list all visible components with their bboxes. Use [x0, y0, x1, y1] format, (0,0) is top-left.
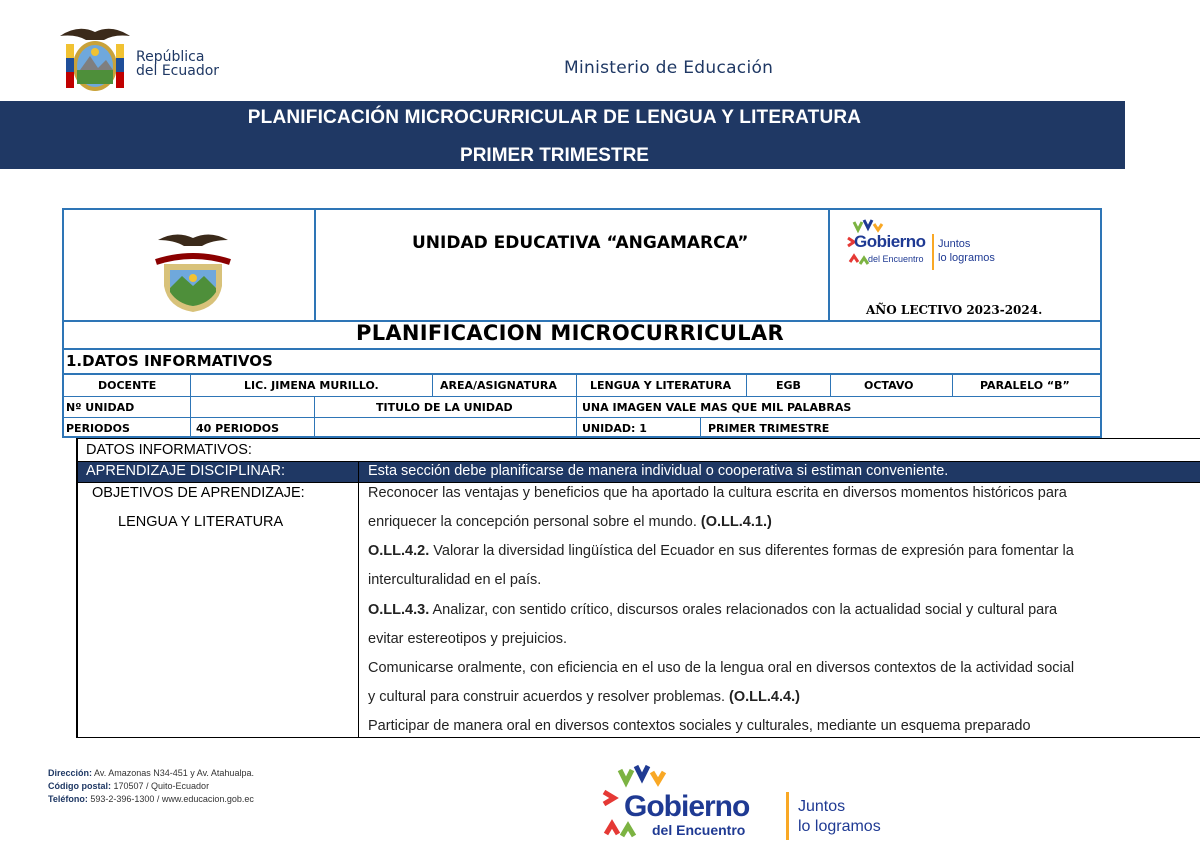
trimestre-value: PRIMER TRIMESTRE: [708, 422, 830, 435]
datos-informativos-label: DATOS INFORMATIVOS:: [86, 442, 252, 458]
aprendizaje-label: APRENDIZAJE DISCIPLINAR:: [86, 463, 286, 479]
titulo-value: UNA IMAGEN VALE MAS QUE MIL PALABRAS: [582, 401, 852, 414]
docente-label: DOCENTE: [98, 379, 157, 392]
republica-line2: del Ecuador: [136, 63, 220, 79]
objective-line: O.LL.4.3. Analizar, con sentido crítico, discursos orales relacionados con la actualidad social y cultural para: [368, 602, 1058, 618]
banner-title-line2: PRIMER TRIMESTRE: [460, 145, 649, 166]
unidad-num-label: Nº UNIDAD: [66, 401, 135, 414]
plan-title: PLANIFICACION MICROCURRICULAR: [356, 321, 784, 345]
objective-line: interculturalidad en el país.: [368, 572, 542, 588]
gov-footer-slogan1: Juntos: [798, 798, 846, 815]
ministerio-title: Ministerio de Educación: [564, 58, 774, 78]
republica-logo-text: [136, 50, 219, 78]
titulo-label: TITULO DE LA UNIDAD: [376, 401, 513, 414]
banner-title-line1: PLANIFICACIÓN MICROCURRICULAR DE LENGUA Y LITERATURA: [247, 107, 862, 128]
gov-footer-word2: del Encuentro: [652, 822, 746, 838]
footer-address: Dirección: Av. Amazonas N34-451 y Av. Atahualpa. Código postal: 170507 / Quito-Ecuador Teléfono: 593-2-396-1300 / www.educacion.gob.ec: [48, 768, 254, 804]
area-value: LENGUA Y LITERATURA: [590, 379, 732, 392]
gov-logo-footer: [600, 764, 920, 842]
gov-word2: del Encuentro: [868, 254, 924, 264]
school-crest-icon: [148, 226, 238, 314]
section-datos-informativos: 1.DATOS INFORMATIVOS: [66, 352, 273, 370]
docente-value: LIC. JIMENA MURILLO.: [244, 379, 379, 392]
gov-slogan1: Juntos: [938, 238, 971, 250]
objective-line: Reconocer las ventajas y beneficios que ha aportado la cultura escrita en diversos momentos históricos para: [368, 485, 1067, 501]
objective-line: y cultural para construir acuerdos y resolver problemas. (O.LL.4.4.): [368, 689, 800, 705]
republica-line1: República: [136, 49, 205, 65]
school-name: UNIDAD EDUCATIVA “ANGAMARCA”: [412, 233, 749, 253]
unidad-label: UNIDAD: 1: [582, 422, 647, 435]
aprendizaje-text: Esta sección debe planificarse de manera individual o cooperativa si estiman conveniente.: [368, 463, 949, 479]
gov-footer-word1: Gobierno: [624, 790, 750, 823]
egb-label: EGB: [776, 379, 801, 392]
objective-line: Participar de manera oral en diversos contextos sociales y culturales, mediante un esquema preparado: [368, 718, 1031, 734]
title-banner: [0, 101, 1125, 169]
gov-word1: Gobierno: [854, 232, 926, 251]
paralelo-value: PARALELO “B”: [980, 379, 1070, 392]
objective-line: O.LL.4.2. Valorar la diversidad lingüística del Ecuador en sus diferentes formas de expresión para fomentar la: [368, 543, 1074, 559]
ecuador-coat-of-arms-icon: [58, 22, 132, 94]
gov-slogan2: lo logramos: [938, 252, 995, 264]
periodos-value: 40 PERIODOS: [196, 422, 280, 435]
objective-line: evitar estereotipos y prejuicios.: [368, 631, 568, 647]
objective-line: enriquecer la concepción personal sobre el mundo. (O.LL.4.1.): [368, 514, 772, 530]
gov-footer-slogan2: lo logramos: [798, 818, 881, 835]
objetivos-subject: LENGUA Y LITERATURA: [118, 514, 284, 530]
objective-line: Comunicarse oralmente, con eficiencia en el uso de la lengua oral en diversos contextos de la actividad social: [368, 660, 1075, 676]
objetivos-label: OBJETIVOS DE APRENDIZAJE:: [92, 485, 305, 501]
gov-logo-small: [842, 214, 1002, 274]
area-label: AREA/ASIGNATURA: [440, 379, 557, 392]
school-year: AÑO LECTIVO 2023-2024.: [866, 303, 1043, 317]
periodos-label: PERIODOS: [66, 422, 130, 435]
grade-value: OCTAVO: [864, 379, 914, 392]
